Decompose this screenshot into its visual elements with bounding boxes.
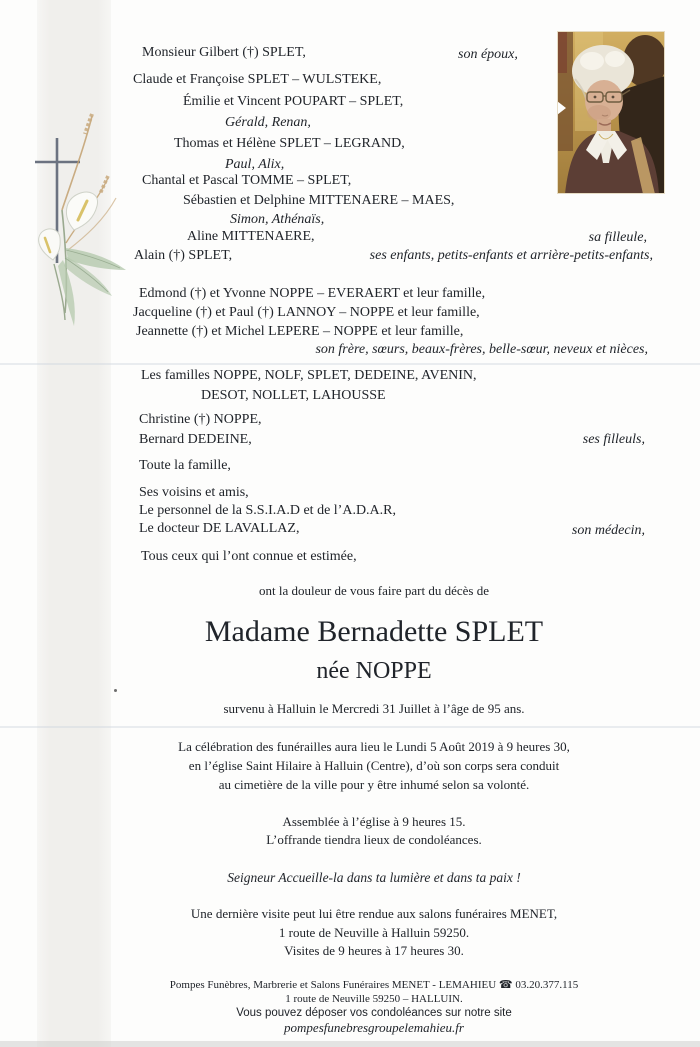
maiden-name: née NOPPE: [316, 658, 432, 684]
goddaughter-relation: sa filleule,: [588, 230, 647, 245]
whole-family-line: Toute la famille,: [139, 458, 231, 473]
godchildren-relation: ses filleuls,: [582, 432, 645, 447]
great-grandchildren-line-3: Simon, Athénaïs,: [230, 212, 325, 227]
funeral-home-address: 1 route de Neuville 59250 – HALLUIN.: [285, 993, 463, 1005]
doctor-relation: son médecin,: [571, 523, 645, 538]
deceased-name: Madame Bernadette SPLET: [204, 615, 544, 648]
child-line-1: Claude et Françoise SPLET – WULSTEKE,: [133, 72, 382, 87]
prayer-line: Seigneur Accueille-la dans ta lumière et dans ta paix !: [227, 870, 521, 885]
godchild-line-1: Christine (†) NOPPE,: [139, 412, 262, 427]
funeral-line-1: La célébration des funérailles aura lieu le Lundi 5 Août 2019 à 9 heures 30,: [178, 739, 570, 754]
last-visit-line-3: Visites de 9 heures à 17 heures 30.: [284, 943, 464, 958]
funeral-home-line: Pompes Funèbres, Marbrerie et Salons Funéraires MENET - LEMAHIEU ☎ 03.20.377.115: [169, 979, 579, 991]
siblings-relation: son frère, sœurs, beaux-frères, belle-sœur, neveux et nièces,: [315, 342, 648, 357]
website-line: pompesfunebresgroupelemahieu.fr: [284, 1020, 464, 1035]
funeral-line-3: au cimetière de la ville pour y être inhumé selon sa volonté.: [218, 777, 530, 792]
brother-line: Edmond (†) et Yvonne NOPPE – EVERAERT et leur famille,: [139, 286, 486, 301]
godchild-line-2: Bernard DEDEINE,: [139, 432, 252, 447]
condolences-line: Vous pouvez déposer vos condoléances sur notre site: [236, 1007, 512, 1019]
sister-line-2: Jeannette (†) et Michel LEPERE – NOPPE et leur famille,: [136, 324, 464, 339]
child-line-3: Alain (†) SPLET,: [134, 248, 233, 263]
great-grandchildren-line-1: Gérald, Renan,: [225, 115, 311, 130]
families-line-2: DESOT, NOLLET, LAHOUSSE: [201, 388, 386, 403]
acquaintances-line: Tous ceux qui l’ont connue et estimée,: [141, 549, 357, 564]
assembly-line: Assemblée à l’église à 9 heures 15.: [282, 814, 466, 829]
sister-line-1: Jacqueline (†) et Paul (†) LANNOY – NOPPE et leur famille,: [133, 305, 480, 320]
care-staff-line: Le personnel de la S.S.I.A.D et de l’A.D.A.R,: [139, 503, 397, 518]
neighbors-line: Ses voisins et amis,: [139, 485, 249, 500]
grandchild-line-2: Thomas et Hélène SPLET – LEGRAND,: [174, 136, 405, 151]
child-line-2: Chantal et Pascal TOMME – SPLET,: [142, 173, 352, 188]
last-visit-line-1: Une dernière visite peut lui être rendue aux salons funéraires MENET,: [190, 906, 558, 921]
death-info-line: survenu à Halluin le Mercredi 31 Juillet à l’âge de 95 ans.: [223, 701, 525, 716]
great-grandchildren-line-2: Paul, Alix,: [225, 157, 285, 172]
children-relation: ses enfants, petits-enfants et arrière-petits-enfants,: [369, 248, 653, 263]
husband-relation: son époux,: [458, 47, 518, 62]
announcement-line: ont la douleur de vous faire part du décès de: [259, 583, 489, 598]
offering-line: L’offrande tiendra lieux de condoléances.: [266, 832, 482, 847]
families-line-1: Les familles NOPPE, NOLF, SPLET, DEDEINE, AVENIN,: [141, 368, 477, 383]
grandchild-line-3: Sébastien et Delphine MITTENAERE – MAES,: [183, 193, 455, 208]
grandchild-line-1: Émilie et Vincent POUPART – SPLET,: [183, 94, 404, 109]
goddaughter-line: Aline MITTENAERE,: [187, 229, 315, 244]
husband-line: Monsieur Gilbert (†) SPLET,: [142, 45, 306, 60]
funeral-line-2: en l’église Saint Hilaire à Halluin (Centre), d’où son corps sera conduit: [188, 758, 560, 773]
doctor-line: Le docteur DE LAVALLAZ,: [139, 521, 300, 536]
last-visit-line-2: 1 route de Neuville à Halluin 59250.: [278, 925, 470, 940]
